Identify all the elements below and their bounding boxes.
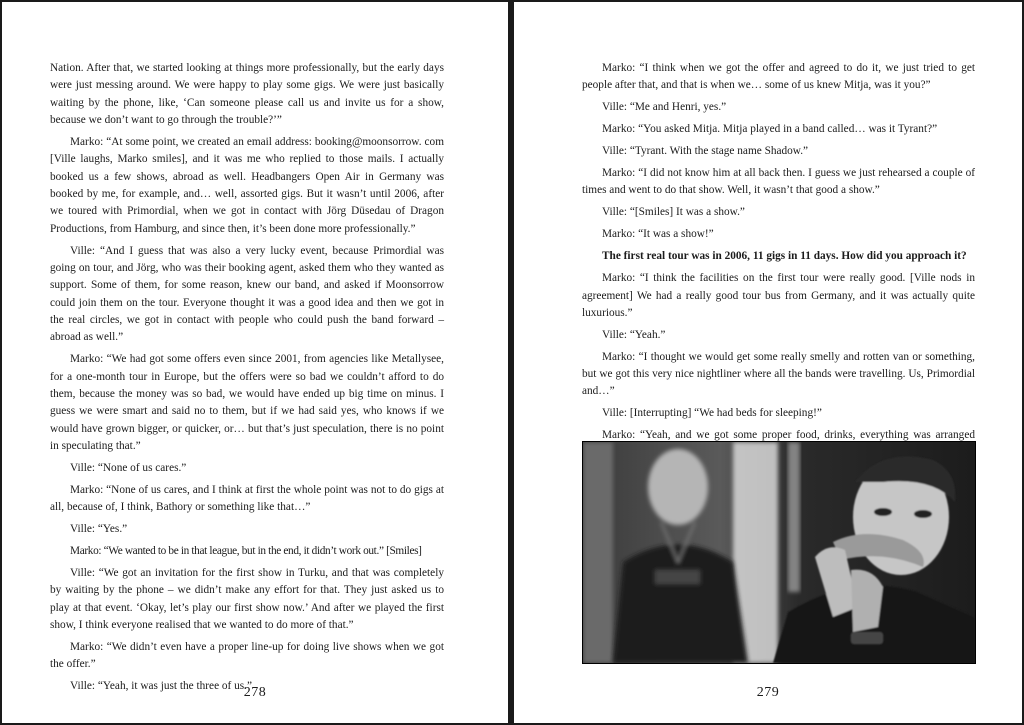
paragraph: Ville: “Me and Henri, yes.” <box>602 101 727 114</box>
photo-illustration <box>583 442 975 663</box>
paragraph: Marko: “None of us cares, and I think at first the whole point was not to do gigs at all, because of, I think, Bathory or something like that…” <box>50 483 444 514</box>
paragraph: Ville: “Tyrant. With the stage name Shadow.” <box>602 145 809 158</box>
band-members-photo <box>582 441 976 664</box>
paragraph: Ville: “We got an invitation for the first show in Turku, and that was completely by waiting by the phone – we didn’t make any effort for that. They just asked us to play at that event. ‘Okay, let’s play our first show now.’ And after we played the first show, I think everyone realised that we wanted to do more of that.” <box>50 567 444 632</box>
paragraph: Marko: “I thought we would get some really smelly and rotten van or something, but we got this very nice nightliner where all the bands were travelling. Us, Primordial and…” <box>582 350 975 398</box>
paragraph: Marko: “It was a show!” <box>602 228 714 241</box>
left-body-text <box>50 60 444 700</box>
paragraph: Marko: “We wanted to be in that league, but in the end, it didn’t work out.” [Smiles] <box>70 545 422 558</box>
paragraph: Marko: “At some point, we created an email address: booking@moonsorrow. com [Ville laughs, Marko smiles], and it was me who replied to those mails. I actually booked us a few shows, abroad as well. Headbangers Open Air in Germany was booked by me, for example, and… well, assorted gigs. But it wasn’t until 2006, after we toured with Primordial, when we got in contact with Jörg Düsedau of Dragon Productions, from Hamburg, and since then, it’s been done more professionally.” <box>50 135 444 235</box>
page-number: 279 <box>756 685 780 700</box>
paragraph: Marko: “We didn’t even have a proper line-up for doing live shows when we got the offer.” <box>50 641 444 671</box>
left-page <box>2 2 508 723</box>
paragraph: Ville: “Yeah, it was just the three of us.” <box>70 680 253 693</box>
paragraph: Marko: “I did not know him at all back then. I guess we just rehearsed a couple of times and went to do that show. Well, it wasn’t that good a show.” <box>582 167 975 197</box>
paragraph: Ville: [Interrupting] “We had beds for sleeping!” <box>602 407 822 420</box>
paragraph: Marko: “You asked Mitja. Mitja played in a band called… was it Tyrant?” <box>602 123 938 136</box>
paragraph: Ville: “And I guess that was also a very lucky event, because Primordial was going on tour, and Jörg, who was their booking agent, asked them who they wanted as support. Some of them, for some reason, knew our band, and asked if Moonsorrow could join them on the tour. Everyone thought it was a good idea and then we got in the real circles, we got in contact with people who could push the band forward – abroad as well.” <box>50 244 444 344</box>
right-page <box>514 2 1022 723</box>
paragraph: Marko: “We had got some offers even since 2001, from agencies like Metallysee, for a one-month tour in Europe, but the offers were so bad we couldn’t afford to do them, because the money was so bad, we would have ended up big time on minus. I guess we were smart and said no to them, but if we had said yes, who knows if we would have grown bigger, or quicker, or… but that’s just speculation, there is no point in speculating that.” <box>50 353 444 452</box>
right-body-text <box>582 60 975 467</box>
paragraph: Ville: “Yeah.” <box>602 328 666 341</box>
paragraph: Nation. After that, we started looking at things more professionally, but the early days were just messing around. We were happy to play some gigs. We were just basically waiting by the phone, like, ‘Can someone please call us and invite us for a show, because we don’t want to go through the trouble?’” <box>50 62 444 127</box>
interview-question: The first real tour was in 2006, 11 gigs in 11 days. How did you approach it? <box>602 250 967 263</box>
paragraph: Marko: “Yeah, and we got some proper food, drinks, everything was arranged <box>602 429 975 442</box>
paragraph: Ville: “Yes.” <box>70 523 128 536</box>
paragraph: Marko: “I think the facilities on the first tour were really good. [Ville nods in agreement] We had a really good tour bus from Germany, and it was actually quite luxurious.” <box>582 272 975 319</box>
paragraph: Ville: “[Smiles] It was a show.” <box>602 206 745 219</box>
page-number: 278 <box>243 685 267 700</box>
paragraph: Ville: “None of us cares.” <box>70 461 187 474</box>
paragraph: Marko: “I think when we got the offer and agreed to do it, we just tried to get people after that, and that is when we… some of us knew Mitja, was it you?” <box>582 62 975 92</box>
